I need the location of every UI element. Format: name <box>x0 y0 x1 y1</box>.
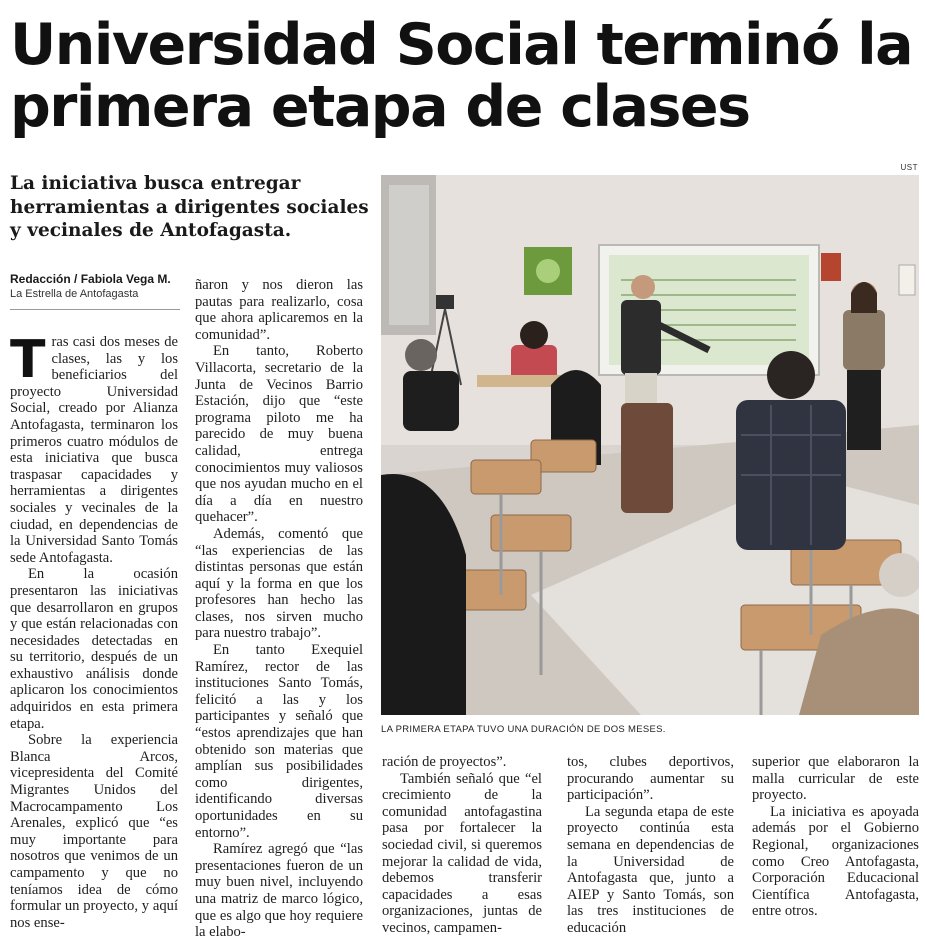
body-paragraph-continued: tos, clubes deportivos, procurando aumentar su participación”. <box>567 754 734 804</box>
article-photo <box>381 175 919 715</box>
body-paragraph: Además, comentó que “las experiencias de las distintas personas que están aquí y la forma en que los profesores han hecho las clases, nos sirven mucho para nuestro trabajo”. <box>195 525 363 642</box>
lead-text: ras casi dos meses de clases, las y los beneficiarios del proyecto Universidad Social, creado por Alianza Antofagasta, terminaron los primeros cuatro módulos de esta iniciativa que busca traspasar capacidades y herramientas a dirigentes sociales y vecinales de la ciudad, en dependencias de la Universidad Santo Tomás sede Antofagasta. <box>10 334 178 566</box>
body-paragraph-continued: superior que elaboraron la malla curricular de este proyecto. <box>752 754 919 804</box>
body-paragraph: La segunda etapa de este proyecto continúa esta semana en dependencias de la Universidad de Antofagasta que, junto a AIEP y Santo Tomás, son las tres instituciones de educación <box>567 803 734 936</box>
body-column-3 <box>382 754 542 937</box>
body-column-2 <box>195 277 363 941</box>
photo-credit: UST <box>900 163 918 172</box>
body-paragraph-continued: ración de proyectos”. <box>382 754 507 770</box>
byline-author: Redacción / Fabiola Vega M. <box>10 272 171 286</box>
body-paragraph: Sobre la experiencia Blanca Arcos, vicepresidenta del Comité Migrantes Unidos del Macrocampamento Los Arenales, explicó que “es muy importante para nosotros que venimos de un campamento y que no teníamos idea de cómo formular un proyecto, y aquí nos ense- <box>10 732 178 931</box>
body-paragraph-continued: ñaron y nos dieron las pautas para realizarlo, cosa que ahora aplicaremos en la comunidad”. <box>195 277 363 343</box>
body-column-5 <box>752 754 919 920</box>
body-column-1 <box>10 330 178 931</box>
photo-caption: LA PRIMERA ETAPA TUVO UNA DURACIÓN DE DOS MESES. <box>381 724 666 735</box>
body-paragraph: En tanto Exequiel Ramírez, rector de las instituciones Santo Tomás, felicitó a las y los participantes y señaló que “estos aprendizajes que han obtenido son materias que amplían sus posibilidades como dirigentes, identificando diversas oportunidades en su entorno”. <box>195 642 363 841</box>
body-paragraph: Ramírez agregó que “las presentaciones fueron de un muy buen nivel, incluyendo una matriz de marco lógico, que es algo que hoy requiere la elabo- <box>195 841 363 941</box>
body-column-4 <box>567 754 734 937</box>
drop-cap: T <box>10 330 46 390</box>
byline-divider <box>10 309 180 310</box>
body-paragraph: En tanto, Roberto Villacorta, secretario de la Junta de Vecinos Barrio Estación, dijo que “este programa piloto me ha parecido de muy buena calidad, entrega conocimientos muy valiosos que nos ayudan mucho en el día a día en nuestro quehacer”. <box>195 343 363 526</box>
lead-paragraph <box>10 330 178 566</box>
body-paragraph: También señaló que “el crecimiento de la comunidad antofagastina pasa por fortalecer la sociedad civil, si queremos mejorar la calidad de vida, debemos transferir capacidades a esas organizaciones, juntas de vecinos, campamen- <box>382 770 542 936</box>
article-headline: Universidad Social terminó la primera etapa de clases <box>10 12 913 140</box>
body-paragraph: En la ocasión presentaron las iniciativas que desarrollaron en grupos y que están relacionadas con necesidades detectadas en su territorio, después de un exhaustivo análisis donde aplicaron los conocimientos adquiridos en esta primera etapa. <box>10 566 178 732</box>
body-paragraph: La iniciativa es apoyada además por el Gobierno Regional, organizaciones como Creo Antofagasta, Corporación Educacional Científica Antofagasta, entre otros. <box>752 803 919 920</box>
byline <box>10 272 180 310</box>
byline-outlet: La Estrella de Antofagasta <box>10 288 139 300</box>
article-deck: La iniciativa busca entregar herramientas a dirigentes sociales y vecinales de Antofagasta. <box>10 173 369 241</box>
